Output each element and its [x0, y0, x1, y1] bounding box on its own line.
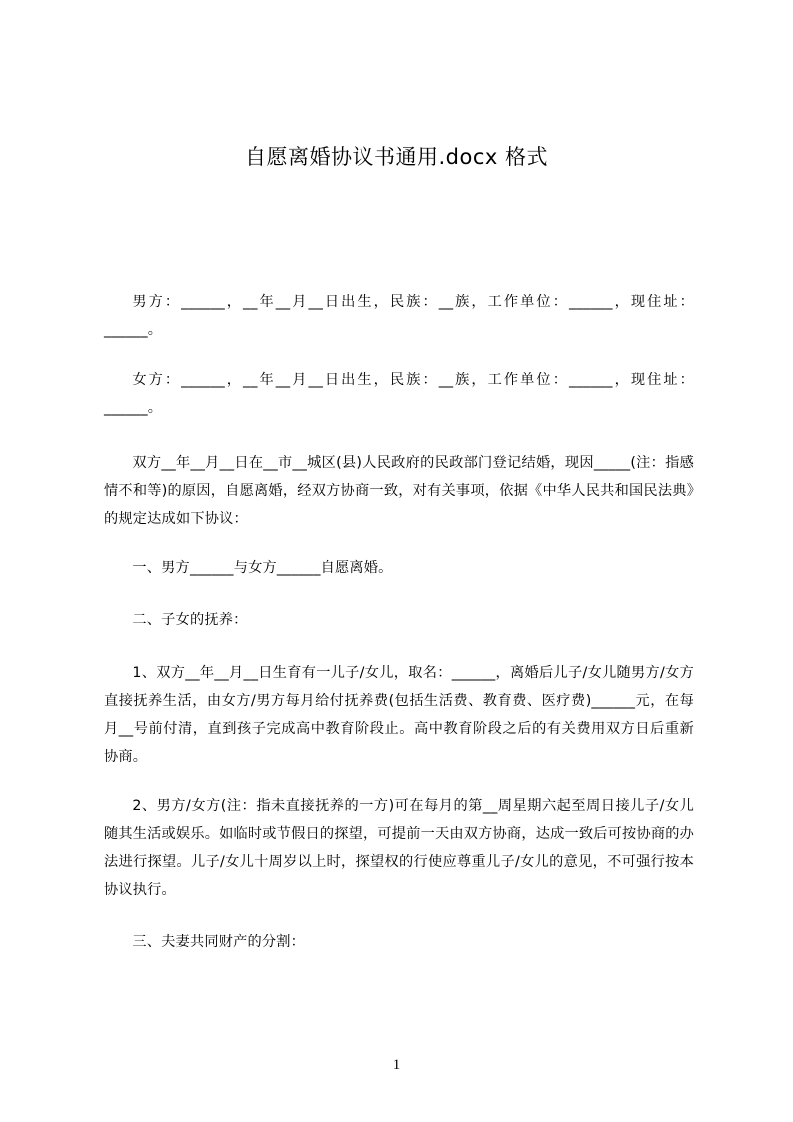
section-heading-child-custody: 二、子女的抚养：: [132, 612, 248, 628]
paragraph-female-info: 女方：______，__年__月__日出生，民族：__族，工作单位：______，现住址：______。: [104, 372, 694, 416]
section-heading-divorce: 一、男方______与女方______自愿离婚。: [132, 560, 393, 576]
document-title: 自愿离婚协议书通用.docx 格式: [244, 145, 548, 169]
clause-visitation: 2、男方/女方(注：指未直接抚养的一方)可在每月的第__周星期六起至周日接儿子/女儿随其生活或娱乐。如临时或节假日的探望，可提前一天由双方协商，达成一致后可按协商的办法进行探望。儿子/女儿十周岁以上时，探望权的行使应尊重儿子/女儿的意见，不可强行按本协议执行。: [104, 798, 694, 898]
clause-child-support: 1、双方__年__月__日生育有一儿子/女儿，取名：______，离婚后儿子/女儿随男方/女方直接抚养生活，由女方/男方每月给付抚养费(包括生活费、教育费、医疗费)______元，在每月__号前付清，直到孩子完成高中教育阶段止。高中教育阶段之后的有关费用双方日后重新协商。: [104, 665, 694, 765]
paragraph-male-info: 男方：______，__年__月__日出生，民族：__族，工作单位：______，现住址：______。: [104, 294, 694, 338]
section-heading-property-division: 三、夫妻共同财产的分割：: [132, 934, 306, 950]
page-number: 1: [392, 1057, 401, 1073]
paragraph-introduction: 双方__年__月__日在__市__城区(县)人民政府的民政部门登记结婚，现因_____(注：指感情不和等)的原因，自愿离婚，经双方协商一致，对有关事项，依据《中华人民共和国民法典》的规定达成如下协议：: [104, 455, 694, 527]
